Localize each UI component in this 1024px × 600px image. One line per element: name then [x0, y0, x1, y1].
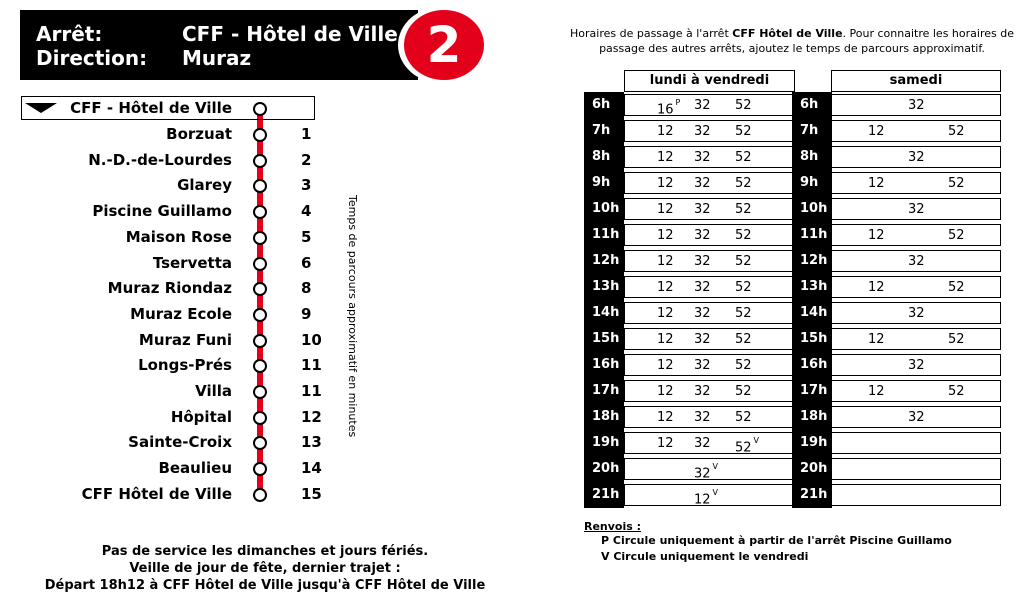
- hour-label: 9h: [584, 170, 624, 196]
- departure-minute: 12: [657, 228, 674, 243]
- stop-minutes: 15: [301, 484, 322, 503]
- saturday-cell: [831, 484, 1001, 506]
- weekday-header: lundi à vendredi: [624, 70, 795, 92]
- saturday-cell: [831, 250, 1001, 272]
- saturday-cell: [831, 120, 1001, 142]
- hour-label: 21h: [792, 482, 832, 508]
- stop-row: [0, 124, 340, 144]
- hour-label: 13h: [584, 274, 624, 300]
- stop-minutes: 8: [301, 279, 312, 298]
- departure-minute: 12: [657, 124, 674, 139]
- hour-label: 14h: [792, 300, 832, 326]
- departure-minute: 32: [694, 202, 711, 217]
- hour-label: 7h: [584, 118, 624, 144]
- departure-minute: 12: [657, 202, 674, 217]
- stop-row: [0, 330, 340, 350]
- footnote-marker: P: [675, 98, 681, 107]
- stop-row: [0, 175, 340, 195]
- timetable-row: [584, 404, 1004, 430]
- departure-minute: 52: [948, 384, 965, 399]
- stop-circle-icon: [253, 411, 267, 425]
- stop-circle-icon: [253, 334, 267, 348]
- timetable-row: [584, 92, 1004, 118]
- departure-minute: 52: [735, 202, 752, 217]
- stop-row: [0, 253, 340, 273]
- stop-minutes: 4: [301, 202, 312, 221]
- departure-minute: 52: [735, 98, 752, 113]
- weekday-cell: [624, 250, 795, 272]
- stop-circle-icon: [253, 257, 267, 271]
- departure-minute: 32: [694, 254, 711, 269]
- departure-minute: 32: [908, 410, 925, 425]
- footnotes: [584, 520, 952, 565]
- departure-minute: 32: [694, 436, 711, 451]
- departure-minute: 52: [948, 124, 965, 139]
- stop-circle-icon: [253, 179, 267, 193]
- weekday-cell: [624, 484, 795, 506]
- weekday-cell: [624, 328, 795, 350]
- weekday-cell: [624, 224, 795, 246]
- direction-value: Muraz: [182, 46, 252, 70]
- stop-circle-icon: [253, 154, 267, 168]
- stop-minutes: 5: [301, 227, 312, 246]
- timetable-row: [584, 222, 1004, 248]
- hour-label: 15h: [584, 326, 624, 352]
- hour-label: 6h: [584, 92, 624, 118]
- saturday-cell: [831, 380, 1001, 402]
- departure-minute: 12: [657, 436, 674, 451]
- stop-name: Tservetta: [152, 253, 232, 272]
- timetable-row: [584, 170, 1004, 196]
- weekday-cell: [624, 458, 795, 480]
- stop-name: Muraz Funi: [138, 330, 232, 349]
- saturday-cell: [831, 276, 1001, 298]
- hour-label: 11h: [584, 222, 624, 248]
- departure-minute: 12: [657, 150, 674, 165]
- departure-minute: 52: [948, 280, 965, 295]
- stop-name: Hôpital: [170, 407, 232, 426]
- weekday-cell: [624, 198, 795, 220]
- stop-minutes: 10: [301, 330, 322, 349]
- departure-minute: 52: [948, 332, 965, 347]
- stop-row: [0, 304, 340, 324]
- stop-row: [0, 201, 340, 221]
- stop-name: N.-D.-de-Lourdes: [88, 150, 232, 169]
- departure-minute: 32: [908, 306, 925, 321]
- departure-minute: 12: [657, 176, 674, 191]
- hour-label: 11h: [792, 222, 832, 248]
- saturday-cell: [831, 94, 1001, 116]
- hour-label: 12h: [792, 248, 832, 274]
- timetable-row: [584, 274, 1004, 300]
- departure-minute: 32: [694, 306, 711, 321]
- stop-name: Beaulieu: [158, 459, 232, 478]
- timetable-row: [584, 118, 1004, 144]
- stop-row: [0, 227, 340, 247]
- departure-minute: 32: [694, 176, 711, 191]
- departure-minute: 52: [735, 358, 752, 373]
- weekday-cell: [624, 354, 795, 376]
- departure-minute: 12: [657, 358, 674, 373]
- hour-label: 21h: [584, 482, 624, 508]
- timetable-row: [584, 300, 1004, 326]
- departure-minute: 32: [694, 228, 711, 243]
- hour-label: 10h: [584, 196, 624, 222]
- departure-minute: 32: [908, 254, 925, 269]
- stop-minutes: 1: [301, 125, 312, 143]
- stop-name: Borzuat: [166, 125, 232, 143]
- timetable-row: [584, 248, 1004, 274]
- stop-circle-icon: [253, 308, 267, 322]
- stop-minutes: 11: [301, 356, 322, 375]
- timetable-row: [584, 352, 1004, 378]
- stop-circle-icon: [253, 488, 267, 502]
- stop-row: [0, 407, 340, 427]
- stop-row: [0, 432, 340, 452]
- service-notes: [40, 543, 490, 594]
- stop-row: [0, 150, 340, 170]
- stop-minutes: 3: [301, 176, 312, 195]
- hour-label: 9h: [792, 170, 832, 196]
- stop-row: [0, 278, 340, 298]
- hour-label: 20h: [792, 456, 832, 482]
- hour-label: 13h: [792, 274, 832, 300]
- departure-minute: 52: [948, 228, 965, 243]
- timetable-row: [584, 196, 1004, 222]
- hour-label: 17h: [792, 378, 832, 404]
- departure-minute: 12: [657, 410, 674, 425]
- hour-label: 15h: [792, 326, 832, 352]
- hour-label: 16h: [584, 352, 624, 378]
- weekday-cell: [624, 120, 795, 142]
- stop-minutes: 12: [301, 407, 322, 426]
- departure-minute: 32: [908, 98, 925, 113]
- footnote-item: V Circule uniquement le vendredi: [601, 550, 809, 563]
- travel-time-note: Temps de parcours approximatif en minutes: [346, 195, 359, 438]
- stop-name: Villa: [195, 382, 232, 400]
- saturday-cell: [831, 172, 1001, 194]
- stop-value: CFF - Hôtel de Ville: [182, 22, 398, 46]
- departure-minute: 52 $^V$: [735, 436, 760, 456]
- stop-name: Longs-Prés: [138, 356, 232, 375]
- stop-minutes: 13: [301, 433, 322, 452]
- hour-label: 14h: [584, 300, 624, 326]
- service-note-line: Départ 18h12 à CFF Hôtel de Ville jusqu'à CFF Hôtel de Ville: [44, 578, 486, 593]
- departure-minute: 12: [868, 280, 885, 295]
- departure-minute: 32 $^V$: [694, 462, 719, 482]
- current-stop-name: CFF - Hôtel de Ville: [70, 99, 232, 117]
- departure-minute: 12: [657, 280, 674, 295]
- saturday-cell: [831, 328, 1001, 350]
- stop-minutes: 11: [301, 382, 322, 400]
- departure-minute: 52: [735, 384, 752, 399]
- stop-circle-icon: [253, 462, 267, 476]
- line-number: 2: [404, 10, 484, 80]
- saturday-cell: [831, 432, 1001, 454]
- departure-minute: 32: [908, 150, 925, 165]
- hour-label: 19h: [584, 430, 624, 456]
- departure-minute: 12: [657, 254, 674, 269]
- hour-label: 20h: [584, 456, 624, 482]
- weekday-cell: [624, 380, 795, 402]
- departure-minute: 52: [735, 410, 752, 425]
- stop-label: Arrêt:: [36, 22, 103, 46]
- hour-label: 8h: [792, 144, 832, 170]
- departure-minute: 12 $^V$: [694, 488, 719, 508]
- weekday-cell: [624, 146, 795, 168]
- departure-minute: 32: [694, 332, 711, 347]
- hour-label: 16h: [792, 352, 832, 378]
- departure-minute: 52: [948, 176, 965, 191]
- stop-minutes: 6: [301, 253, 312, 272]
- weekday-cell: [624, 172, 795, 194]
- stop-row: [0, 484, 340, 504]
- weekday-cell: [624, 276, 795, 298]
- stop-name: Muraz Riondaz: [107, 279, 232, 298]
- timetable-row: [584, 378, 1004, 404]
- departure-minute: 52: [735, 332, 752, 347]
- intro-prefix: Horaires de passage à l'arrêt: [570, 27, 733, 40]
- hour-label: 10h: [792, 196, 832, 222]
- stop-row: [0, 458, 340, 478]
- stop-row: [0, 355, 340, 375]
- stop-circle-icon: [253, 231, 267, 245]
- hour-label: 18h: [792, 404, 832, 430]
- departure-minute: 52: [735, 254, 752, 269]
- departure-minute: 12: [657, 306, 674, 321]
- stop-name: Glarey: [177, 176, 232, 195]
- stop-circle-icon: [253, 102, 267, 116]
- stop-circle-icon: [253, 128, 267, 142]
- weekday-cell: [624, 94, 795, 116]
- departure-minute: 12: [868, 384, 885, 399]
- service-note-line: Pas de service les dimanches et jours fériés.: [101, 544, 429, 559]
- departure-minute: 52: [735, 228, 752, 243]
- departure-minute: 52: [735, 306, 752, 321]
- direction-label: Direction:: [36, 46, 148, 70]
- stop-circle-icon: [253, 282, 267, 296]
- saturday-cell: [831, 354, 1001, 376]
- departure-minute: 32: [694, 384, 711, 399]
- service-note-line: Veille de jour de fête, dernier trajet :: [129, 561, 401, 576]
- departure-minute: 32: [694, 358, 711, 373]
- weekday-cell: [624, 302, 795, 324]
- saturday-cell: [831, 146, 1001, 168]
- timetable-row: [584, 144, 1004, 170]
- departure-minute: 12: [868, 332, 885, 347]
- stop-name: Piscine Guillamo: [92, 202, 232, 221]
- timetable-row: [584, 482, 1004, 508]
- footnote-marker: V: [753, 436, 760, 445]
- saturday-cell: [831, 458, 1001, 480]
- departure-minute: 12: [868, 176, 885, 191]
- departure-minute: 32: [908, 202, 925, 217]
- departure-minute: 32: [694, 150, 711, 165]
- weekday-cell: [624, 406, 795, 428]
- footnotes-title: Renvois :: [584, 520, 642, 533]
- departure-minute: 52: [735, 150, 752, 165]
- departure-minute: 12: [657, 384, 674, 399]
- stop-minutes: 9: [301, 304, 312, 323]
- current-stop: [0, 98, 340, 118]
- timetable-row: [584, 326, 1004, 352]
- departure-minute: 52: [735, 124, 752, 139]
- departure-minute: 32: [694, 410, 711, 425]
- saturday-header: samedi: [831, 70, 1001, 92]
- timetable-row: [584, 456, 1004, 482]
- saturday-cell: [831, 302, 1001, 324]
- hour-label: 19h: [792, 430, 832, 456]
- departure-minute: 12: [657, 332, 674, 347]
- footnote-marker: V: [712, 462, 719, 471]
- saturday-cell: [831, 198, 1001, 220]
- stop-circle-icon: [253, 436, 267, 450]
- stop-name: CFF Hôtel de Ville: [81, 484, 232, 503]
- timetable-intro: [560, 26, 1024, 56]
- saturday-cell: [831, 406, 1001, 428]
- departure-minute: 16 $^P$: [657, 98, 681, 118]
- stop-name: Maison Rose: [125, 227, 232, 246]
- hour-label: 12h: [584, 248, 624, 274]
- hour-label: 18h: [584, 404, 624, 430]
- hour-label: 8h: [584, 144, 624, 170]
- departure-minute: 32: [694, 280, 711, 295]
- departure-minute: 32: [908, 358, 925, 373]
- footnote-marker: V: [712, 488, 719, 497]
- departure-minute: 32: [694, 98, 711, 113]
- hour-label: 7h: [792, 118, 832, 144]
- stop-circle-icon: [253, 359, 267, 373]
- footnote-item: P Circule uniquement à partir de l'arrêt Piscine Guillamo: [601, 534, 952, 547]
- hour-label: 6h: [792, 92, 832, 118]
- departure-minute: 52: [735, 176, 752, 191]
- departure-minute: 12: [868, 124, 885, 139]
- stop-circle-icon: [253, 205, 267, 219]
- saturday-cell: [831, 224, 1001, 246]
- stop-minutes: 14: [301, 459, 322, 478]
- timetable-row: [584, 430, 1004, 456]
- departure-minute: 12: [868, 228, 885, 243]
- stop-row: [0, 381, 340, 401]
- departure-minute: 52: [735, 280, 752, 295]
- departure-minute: 32: [694, 124, 711, 139]
- hour-label: 17h: [584, 378, 624, 404]
- stop-minutes: 2: [301, 150, 312, 169]
- intro-stop: CFF Hôtel de Ville: [732, 27, 843, 40]
- intro-suffix: . Pour connaitre les horaires de passage des autres arrêts, ajoutez le temps de parcours approximatif.: [599, 27, 1014, 55]
- stop-name: Muraz Ecole: [130, 304, 232, 323]
- weekday-cell: [624, 432, 795, 454]
- stop-name: Sainte-Croix: [128, 433, 232, 452]
- stop-circle-icon: [253, 385, 267, 399]
